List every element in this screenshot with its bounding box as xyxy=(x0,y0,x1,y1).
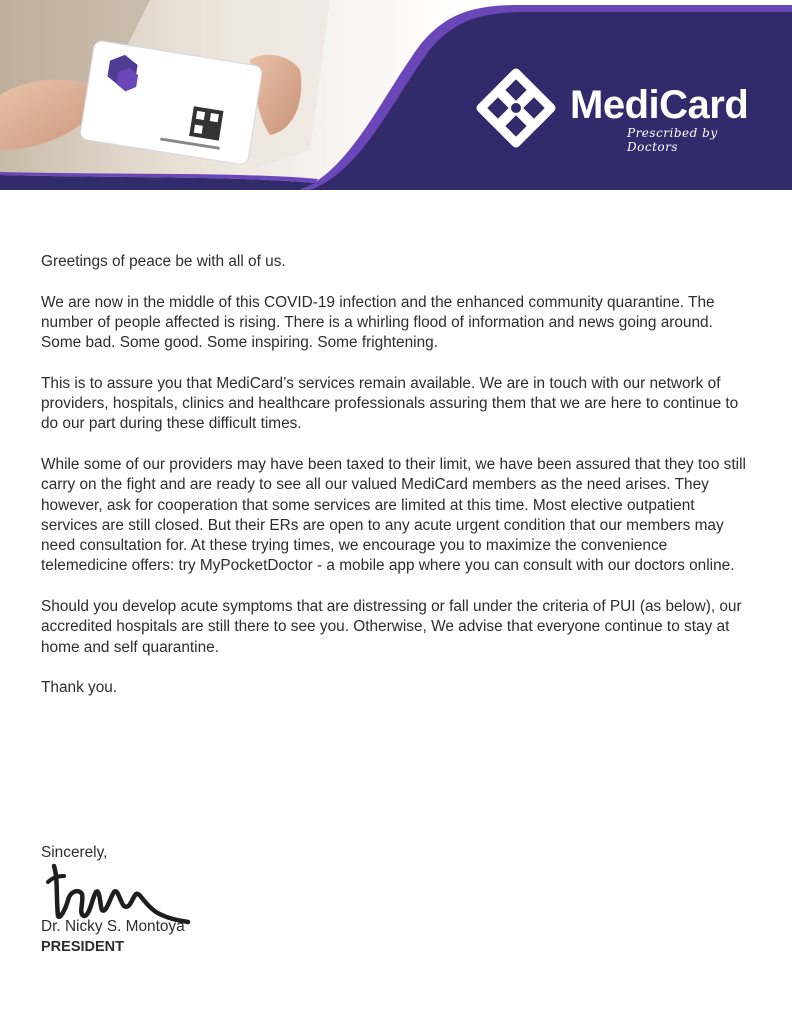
letterhead xyxy=(0,0,792,190)
letter-body xyxy=(41,252,753,719)
paragraph: This is to assure you that MediCard’s services remain available. We are in touch with our network of providers, hospitals, clinics and healthcare professionals assuring them that we are here to continue to do our part during these difficult times. xyxy=(41,374,739,433)
brand-tagline: Prescribed by Doctors xyxy=(627,126,718,154)
greeting: Greetings of peace be with all of us. xyxy=(41,253,286,270)
paragraph: While some of our providers may have been taxed to their limit, we have been assured that they too still carry on the fight and are ready to see all our valued MediCard members as the need arises. They however, ask for cooperation that some services are limited at this time. Most elective outpatient services are still closed. But their ERs are open to any acute urgent condition that our members may need consultation for. At these trying times, we encourage you to maximize the convenience telemedicine offers: try MyPocketDoctor - a mobile app where you can consult with our doctors online. xyxy=(41,455,746,575)
paragraph: We are now in the middle of this COVID-19 infection and the enhanced community quarantine. The number of people affected is rising. There is a whirling flood of information and news going around. Some bad. Some good. Some inspiring. Some frightening. xyxy=(41,293,715,352)
brand-block xyxy=(470,62,770,152)
thanks-line: Thank you. xyxy=(41,679,118,697)
signatory-name: Dr. Nicky S. Montoya xyxy=(41,918,185,935)
signatory-title: PRESIDENT xyxy=(41,939,124,955)
brand-name: MediCard xyxy=(570,83,749,127)
paragraph: Should you develop acute symptoms that are distressing or fall under the criteria of PUI (as below), our accredited hospitals are still there to see you. Otherwise, We advise that everyone continue to stay at home and self quarantine. xyxy=(41,598,742,656)
medicard-logo-icon xyxy=(475,67,557,149)
valediction: Sincerely, xyxy=(41,844,108,861)
